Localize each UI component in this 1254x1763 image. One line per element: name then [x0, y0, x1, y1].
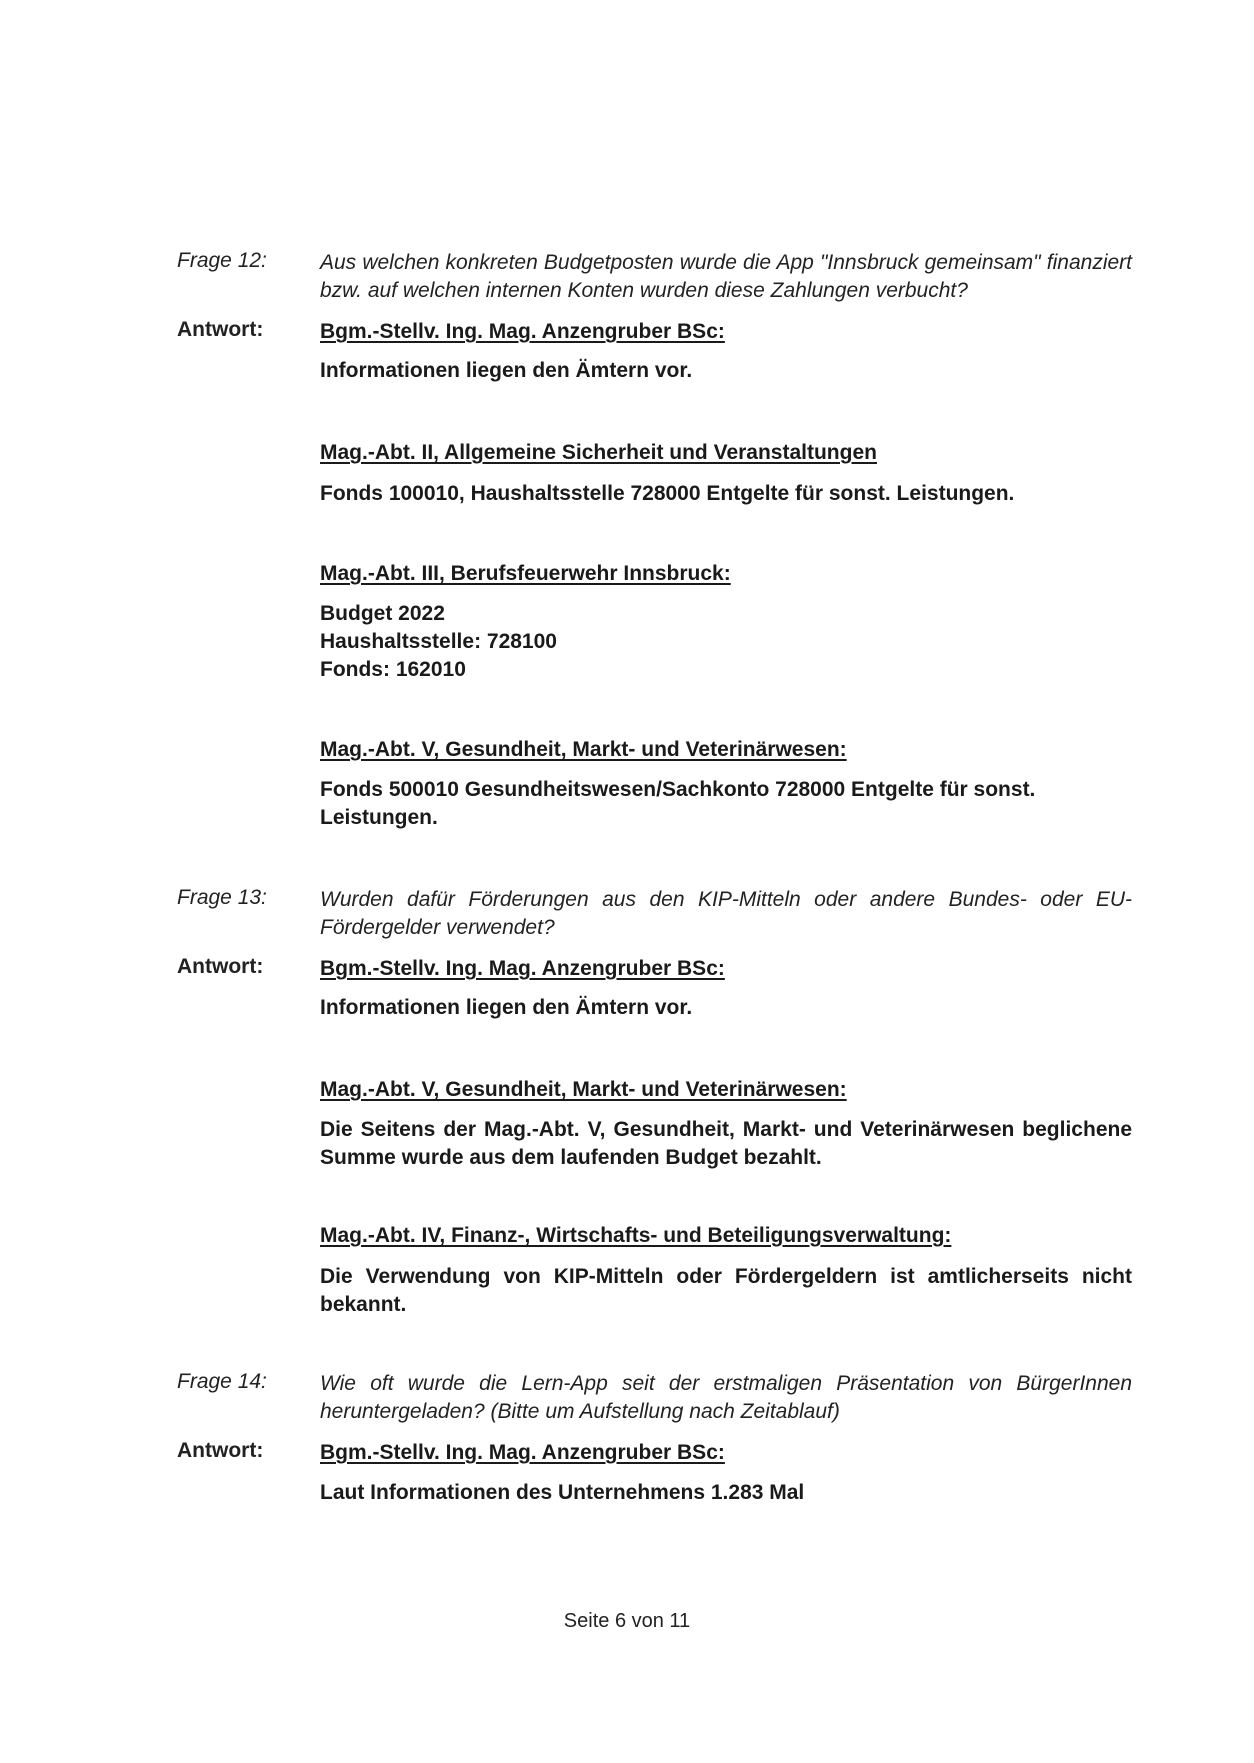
q14-respondent: Bgm.-Stellv. Ing. Mag. Anzengruber BSc:	[320, 1441, 725, 1464]
antwort-13-label: Antwort:	[177, 955, 264, 978]
page-number: Seite 6 von 11	[563, 1610, 691, 1632]
q13-dept2-heading: Mag.-Abt. IV, Finanz-, Wirtschafts- und Beteiligungsverwaltung:	[320, 1224, 952, 1247]
frage-13-text: Wurden dafür Förderungen aus den KIP-Mitteln oder andere Bundes- oder EU-Fördergelder verwendet?	[320, 888, 1132, 939]
q13-dept1-text: Die Seitens der Mag.-Abt. V, Gesundheit, Markt- und Veterinärwesen beglichene Summe wurde aus dem laufenden Budget bezahlt.	[320, 1118, 1132, 1169]
q14-answer: Laut Informationen des Unternehmens 1.283 Mal	[320, 1481, 805, 1504]
q12-answer: Informationen liegen den Ämtern vor.	[320, 359, 693, 382]
frage-12-label: Frage 12:	[177, 249, 267, 272]
frage-14-text: Wie oft wurde die Lern-App seit der erstmaligen Präsentation von BürgerInnen heruntergeladen? (Bitte um Aufstellung nach Zeitablauf)	[320, 1372, 1132, 1423]
q13-answer: Informationen liegen den Ämtern vor.	[320, 996, 693, 1019]
frage-13-label: Frage 13:	[177, 886, 267, 909]
q12-dept2-line2: Haushaltsstelle: 728100	[320, 630, 557, 653]
q12-dept3-text: Fonds 500010 Gesundheitswesen/Sachkonto 728000 Entgelte für sonst. Leistungen.	[320, 778, 1036, 829]
q12-dept2-heading: Mag.-Abt. III, Berufsfeuerwehr Innsbruck:	[320, 562, 731, 585]
q13-respondent: Bgm.-Stellv. Ing. Mag. Anzengruber BSc:	[320, 957, 725, 980]
frage-12-text: Aus welchen konkreten Budgetposten wurde die App "Innsbruck gemeinsam" finanziert bzw. auf welchen internen Konten wurden diese Zahlungen verbucht?	[320, 251, 1132, 302]
q12-dept2-line3: Fonds: 162010	[320, 658, 466, 681]
antwort-12-label: Antwort:	[177, 318, 264, 341]
q12-dept1-heading: Mag.-Abt. II, Allgemeine Sicherheit und Veranstaltungen	[320, 441, 877, 464]
antwort-14-label: Antwort:	[177, 1439, 264, 1462]
q12-dept1-text: Fonds 100010, Haushaltsstelle 728000 Entgelte für sonst. Leistungen.	[320, 482, 1015, 505]
q13-dept2-text: Die Verwendung von KIP-Mitteln oder Fördergeldern ist amtlicherseits nicht bekannt.	[320, 1265, 1132, 1316]
q12-respondent: Bgm.-Stellv. Ing. Mag. Anzengruber BSc:	[320, 320, 725, 343]
q12-dept2-line1: Budget 2022	[320, 602, 445, 625]
q12-dept3-heading: Mag.-Abt. V, Gesundheit, Markt- und Veterinärwesen:	[320, 738, 847, 761]
q13-dept1-heading: Mag.-Abt. V, Gesundheit, Markt- und Veterinärwesen:	[320, 1078, 847, 1101]
frage-14-label: Frage 14:	[177, 1370, 267, 1393]
